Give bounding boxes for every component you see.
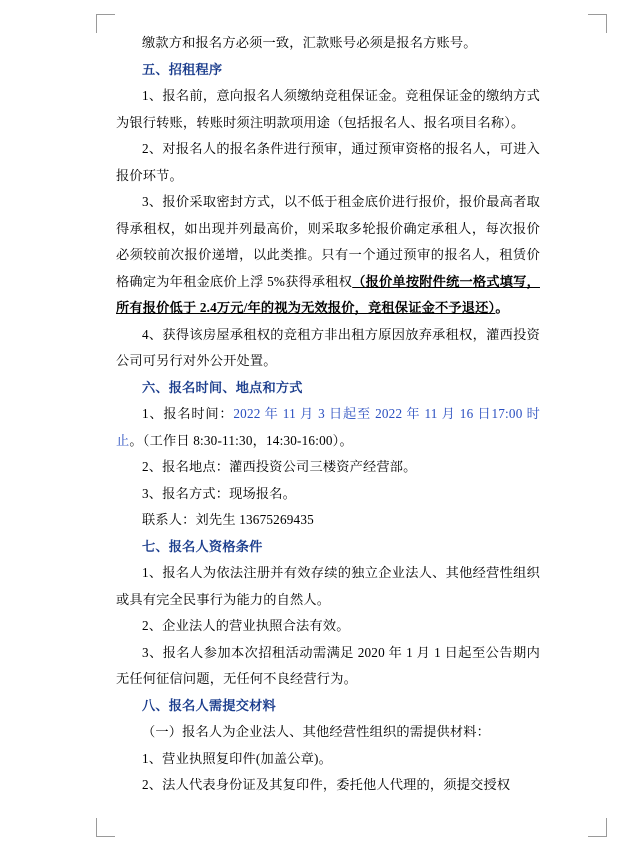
text-run: 1、报名前，意向报名人须缴纳竞租保证金。竞租保证金的缴纳方式为银行转账，转账时须注明款项用途（包括报名人、报名项目名称）。 — [116, 88, 540, 130]
crop-mark-top-left — [96, 14, 115, 33]
text-run: （报价单按附件统一格式填写，所有报价低于 2.4万元/年的视为无效报价，竞租保证金不予退还） — [116, 273, 540, 315]
para-payer-consistency — [116, 30, 540, 57]
crop-mark-top-right — [588, 14, 607, 33]
text-run: 2、对报名人的报名条件进行预审，通过预审资格的报名人，可进入报价环节。 — [116, 141, 540, 183]
para-7-3 — [116, 640, 540, 693]
text-run: 五、招租程序 — [142, 61, 223, 77]
text-run: 3、报价采取密封方式，以不低于租金底价进行报价，报价最高者取得承租权，如出现并列最高价，则采取多轮报价确定承租人，每次报价必须较前次报价递增，以此类推。只有一个通过预审的报名人，租赁价格确定为年租金底价上浮 5%获得承租权 — [116, 194, 540, 289]
heading-section-five — [116, 57, 540, 84]
crop-mark-bottom-right — [588, 818, 607, 837]
crop-mark-bottom-left — [96, 818, 115, 837]
para-7-1 — [116, 560, 540, 613]
para-6-1 — [116, 401, 540, 454]
text-run: 2、法人代表身份证及其复印件，委托他人代理的，须提交授权 — [142, 777, 511, 792]
heading-section-eight — [116, 693, 540, 720]
heading-section-seven — [116, 534, 540, 561]
para-6-3 — [116, 481, 540, 508]
para-8-1-item2 — [116, 772, 540, 799]
text-run: 2022 年 11 月 3 日起至 2022 年 11 月 16 日17:00 时止 — [116, 406, 540, 448]
para-5-2 — [116, 136, 540, 189]
para-5-4 — [116, 322, 540, 375]
text-run: 缴款方和报名方必须一致，汇款账号必须是报名方账号。 — [142, 35, 477, 50]
para-contact — [116, 507, 540, 534]
text-run: 联系人：刘先生 13675269435 — [142, 512, 314, 527]
text-run: 4、获得该房屋承租权的竞租方非出租方原因放弃承租权，灌西投资公司可另行对外公开处置。 — [116, 326, 540, 368]
para-5-3 — [116, 189, 540, 322]
text-run: 2、报名地点：灌西投资公司三楼资产经营部。 — [142, 459, 417, 474]
text-run: 。（工作日 8:30-11:30，14:30-16:00）。 — [129, 432, 353, 448]
text-run: 七、报名人资格条件 — [142, 538, 263, 554]
para-8-1-intro — [116, 719, 540, 746]
text-run: 六、报名时间、地点和方式 — [142, 379, 303, 395]
para-5-1 — [116, 83, 540, 136]
text-run: 1、报名时间： — [142, 406, 234, 421]
document-body — [116, 30, 540, 799]
text-run: 1、报名人为依法注册并有效存续的独立企业法人、其他经营性组织或具有完全民事行为能力的自然人。 — [116, 565, 540, 607]
text-run: 八、报名人需提交材料 — [142, 697, 276, 713]
heading-section-six — [116, 375, 540, 402]
para-8-1-item1 — [116, 746, 540, 773]
para-7-2 — [116, 613, 540, 640]
text-run: 1、营业执照复印件(加盖公章)。 — [142, 750, 333, 766]
text-run: 3、报名方式：现场报名。 — [142, 485, 297, 501]
text-run: 2、企业法人的营业执照合法有效。 — [142, 618, 350, 633]
text-run: 3、报名人参加本次招租活动需满足 2020 年 1 月 1 日起至公告期内无任何征信问题，无任何不良经营行为。 — [116, 644, 540, 686]
text-run: （一）报名人为企业法人、其他经营性组织的需提供材料： — [142, 724, 491, 739]
text-run: 。 — [495, 300, 509, 315]
para-6-2 — [116, 454, 540, 481]
